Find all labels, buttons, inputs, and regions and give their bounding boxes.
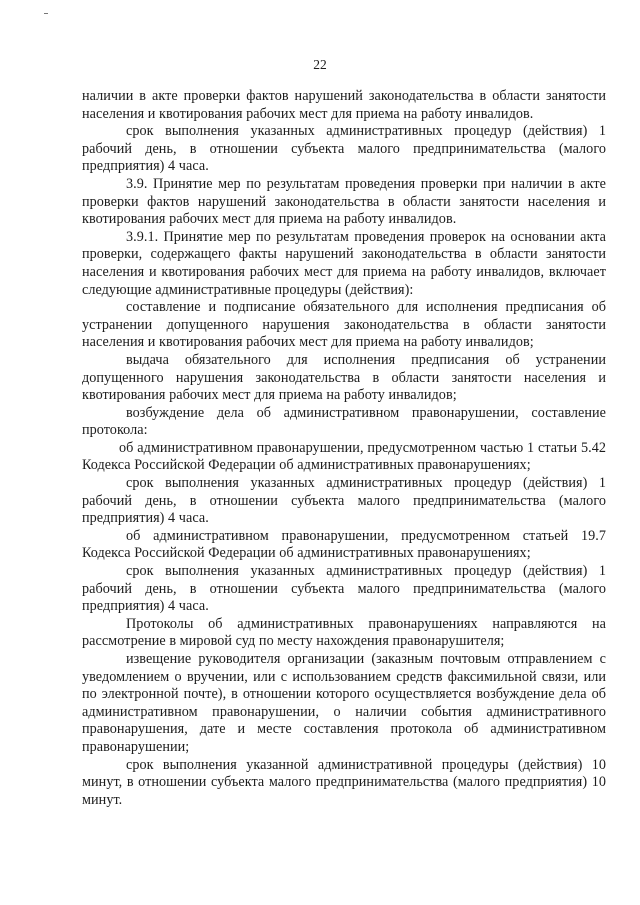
paragraph-14: срок выполнения указанной административной процедуры (действия) 10 минут, в отношении субъекта малого предпринимательства (малого предприятия) 10 минут. (82, 756, 606, 808)
paragraph-7: возбуждение дела об административном правонарушении, составление протокола: (82, 404, 606, 439)
paragraph-9: срок выполнения указанных административных процедур (действия) 1 рабочий день, в отношении субъекта малого предпринимательства (малого предприятия) 4 часа. (82, 475, 606, 527)
paragraph-5: составление и подписание обязательного для исполнения предписания об устранении допущенного нарушения законодательства в области занятости населения и квотирования рабочих мест для приема на работу инвалидов; (82, 299, 606, 351)
page-number: 22 (313, 57, 327, 72)
paragraph-11: срок выполнения указанных административных процедур (действия) 1 рабочий день, в отношении субъекта малого предпринимательства (малого предприятия) 4 часа. (82, 563, 606, 615)
paragraph-10: об административном правонарушении, предусмотренном статьей 19.7 Кодекса Российской Федерации об административных правонарушениях; (82, 527, 606, 562)
paragraph-8: об административном правонарушении, предусмотренном частью 1 статьи 5.42 Кодекса Российской Федерации об административных правонарушениях; (82, 439, 606, 474)
paragraph-12: Протоколы об административных правонарушениях направляются на рассмотрение в мировой суд по месту нахождения правонарушителя; (82, 615, 606, 650)
paragraph-6: выдача обязательного для исполнения предписания об устранении допущенного нарушения законодательства в области занятости населения и квотирования рабочих мест для приема на работу инвалидов; (82, 351, 606, 404)
scan-mark (44, 13, 48, 14)
paragraph-13: извещение руководителя организации (заказным почтовым отправлением с уведомлением о вручении, или с использованием средств факсимильной связи, или по электронной почте), в отношении которого осуществляется возбуждение дела об административном правонарушении, о наличии события административного правонарушения, дате и месте составления протокола об административном правонарушении; (82, 651, 606, 755)
paragraph-1: наличии в акте проверки фактов нарушений законодательства в области занятости населения и квотирования рабочих мест для приема на работу инвалидов. (82, 88, 606, 122)
paragraph-4: 3.9.1. Принятие мер по результатам проведения проверок на основании акта проверки, содержащего факты нарушений законодательства в области занятости населения и квотирования рабочих мест для приема на работу инвалидов, включает следующие административные процедуры (действия): (82, 228, 606, 298)
paragraph-2: срок выполнения указанных административных процедур (действия) 1 рабочий день, в отношении субъекта малого предпринимательства (малого предприятия) 4 часа. (82, 123, 606, 175)
paragraph-3: 3.9. Принятие мер по результатам проведения проверки при наличии в акте проверки фактов нарушений законодательства в области занятости населения и квотирования рабочих мест для приема на работу инвалидов. (82, 175, 606, 228)
page-body (82, 88, 606, 809)
